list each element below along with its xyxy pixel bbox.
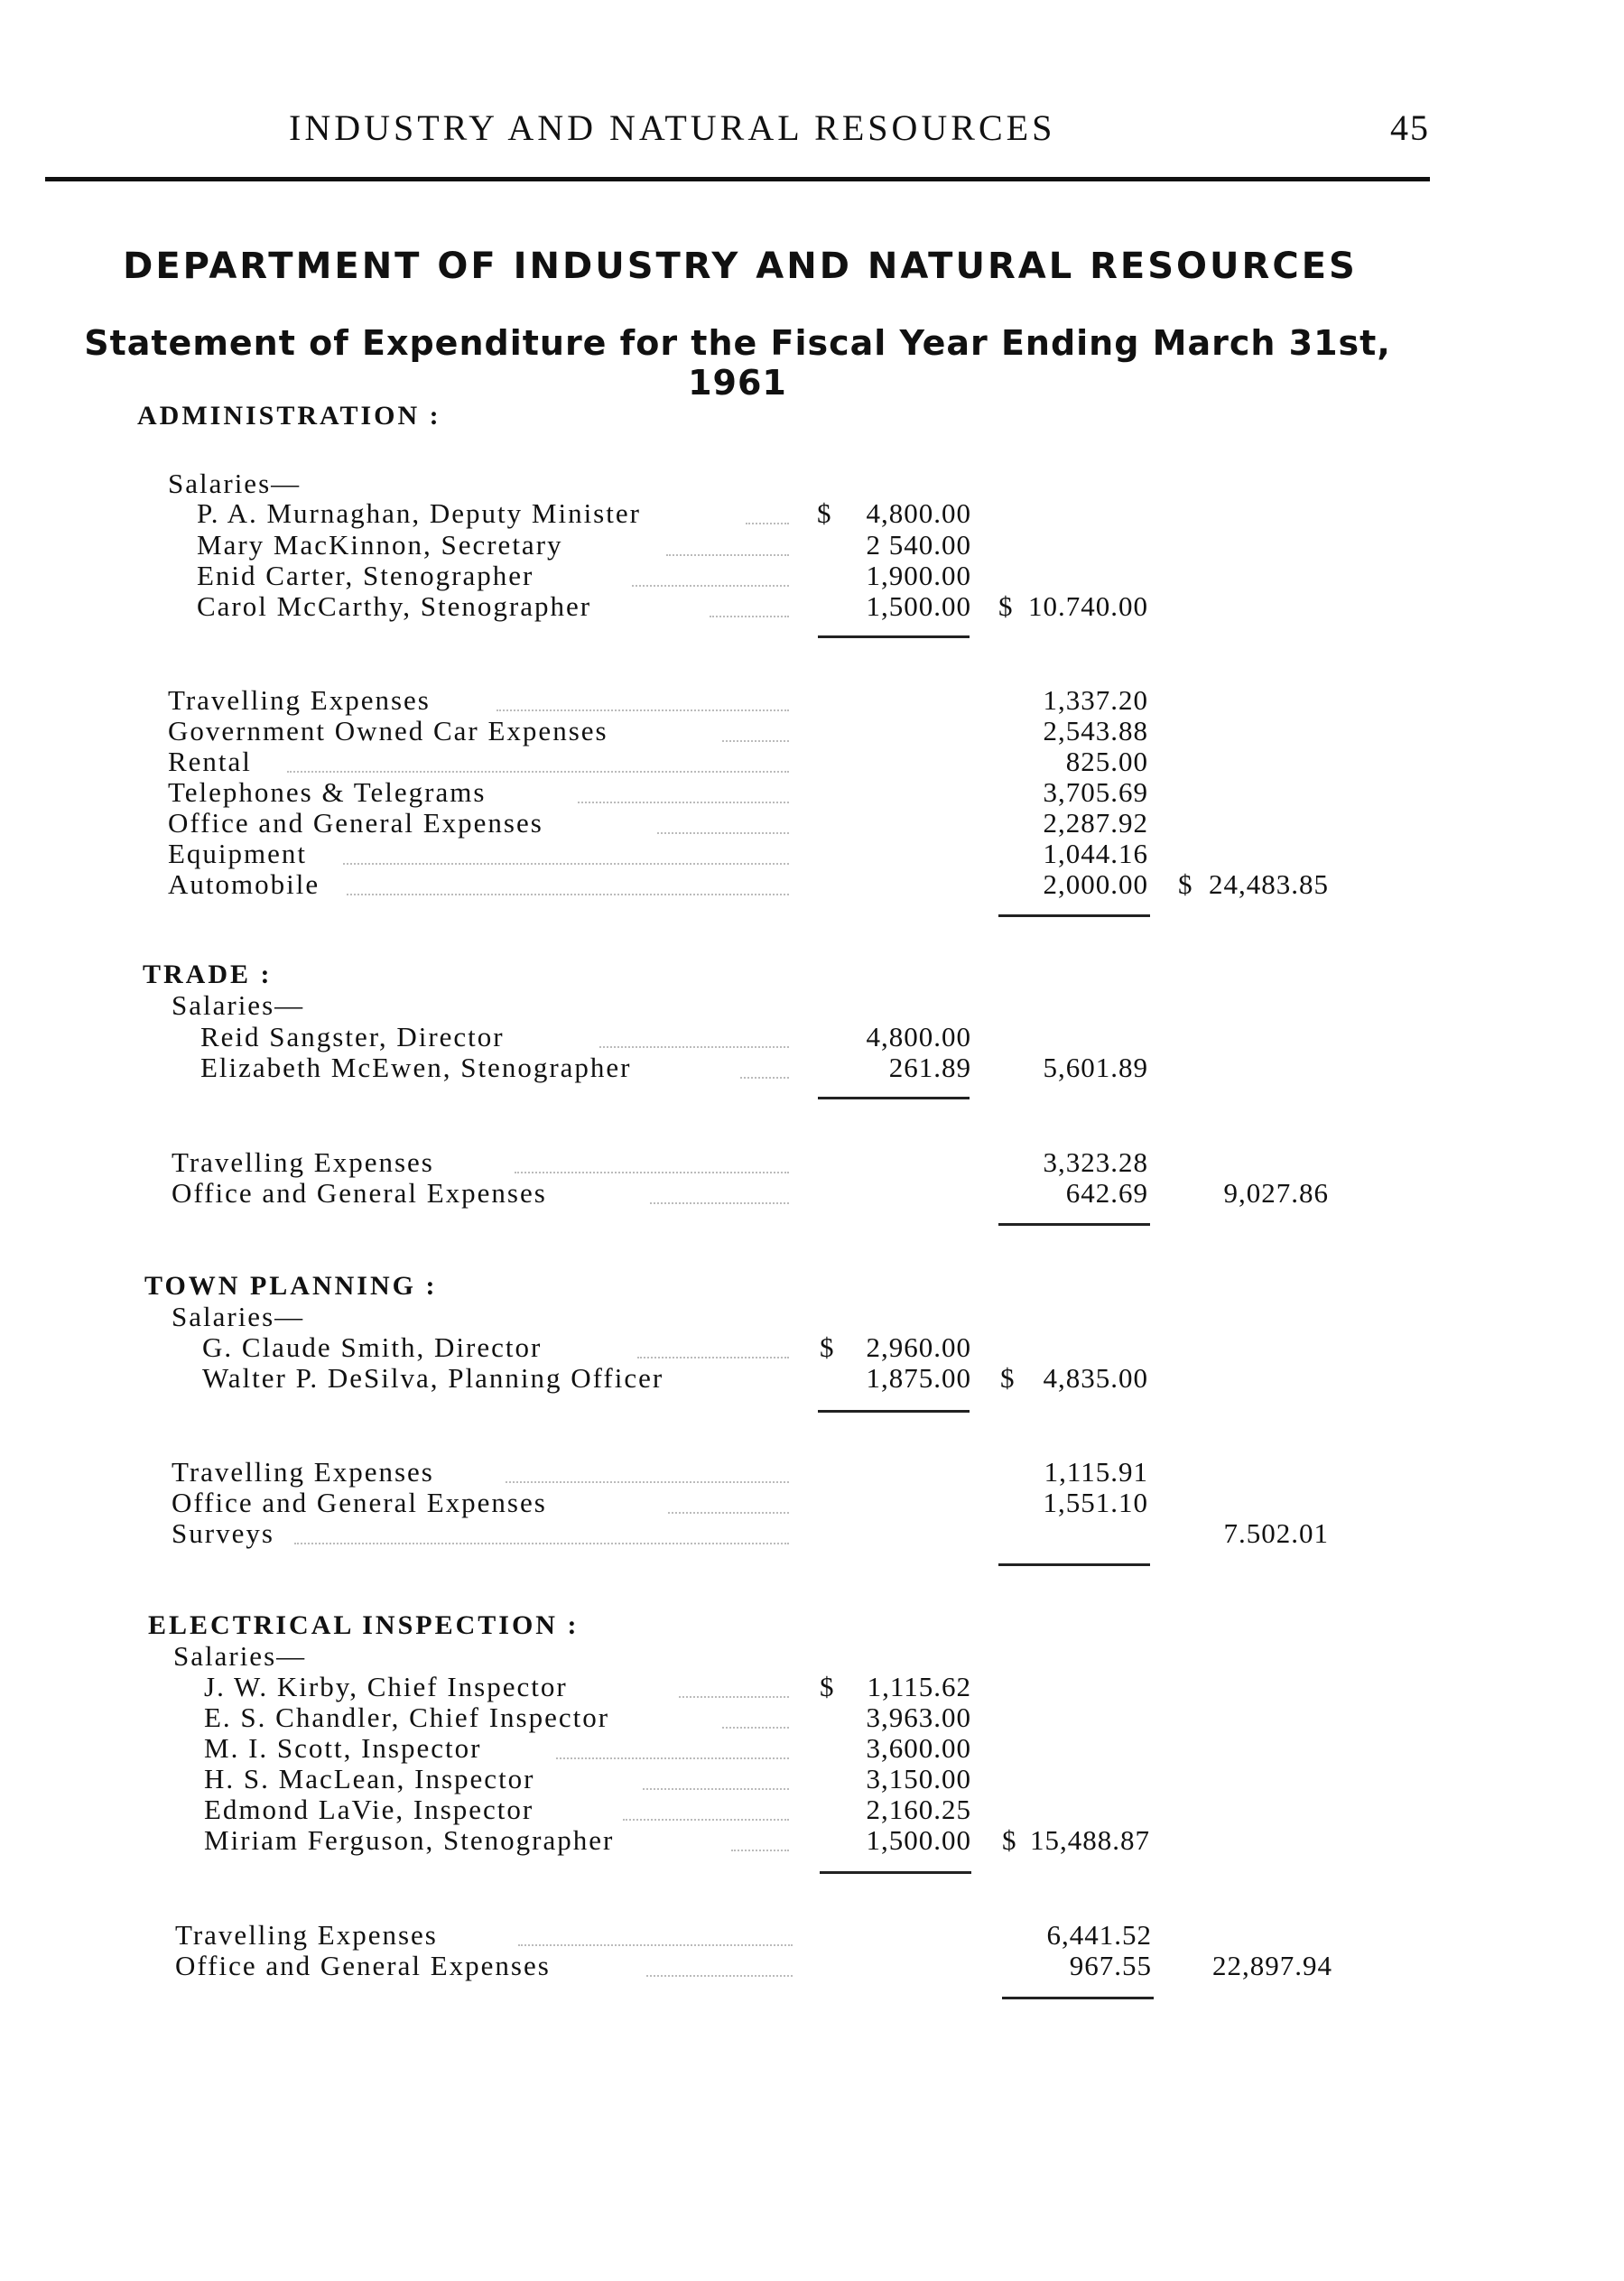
salary-amount: 2 540.00 <box>866 529 971 561</box>
line-item-label: Travelling Expenses <box>172 1146 434 1178</box>
salary-amount: 3,600.00 <box>866 1732 971 1764</box>
dot-leader <box>722 1727 789 1729</box>
dollar-sign: $ <box>998 590 1013 622</box>
line-item-label: E. S. Chandler, Chief Inspector <box>204 1701 610 1733</box>
salary-amount: 4,800.00 <box>866 1021 971 1052</box>
dot-leader <box>650 1202 789 1204</box>
subtotal-rule <box>820 1871 971 1874</box>
dot-leader <box>657 832 789 834</box>
salaries-subtotal: 15,488.87 <box>1030 1824 1150 1856</box>
dollar-sign: $ <box>1002 1824 1016 1856</box>
line-item-label: P. A. Murnaghan, Deputy Minister <box>197 497 641 529</box>
dot-leader <box>740 1077 789 1079</box>
salaries-label: Salaries— <box>173 1640 307 1672</box>
line-item-label: Carol McCarthy, Stenographer <box>197 590 592 622</box>
section-total: 7.502.01 <box>1223 1517 1329 1549</box>
dot-leader <box>556 1757 789 1759</box>
header-rule <box>45 177 1430 181</box>
salary-amount: 3,150.00 <box>866 1763 971 1794</box>
expense-amount: 3,323.28 <box>1043 1146 1148 1178</box>
dot-leader <box>666 554 789 556</box>
salary-amount: 1,900.00 <box>866 560 971 591</box>
section-total: 22,897.94 <box>1212 1950 1332 1981</box>
section-heading-trade: TRADE : <box>143 960 273 989</box>
dot-leader <box>287 771 789 773</box>
line-item-label: Government Owned Car Expenses <box>168 715 608 746</box>
dot-leader <box>643 1788 789 1790</box>
dot-leader <box>599 1046 789 1048</box>
dot-leader <box>668 1512 789 1514</box>
dot-leader <box>518 1944 793 1946</box>
running-header-title: INDUSTRY AND NATURAL RESOURCES <box>289 107 1056 148</box>
line-item-label: Walter P. DeSilva, Planning Officer <box>202 1362 664 1394</box>
line-item-label: Elizabeth McEwen, Stenographer <box>200 1052 632 1083</box>
dollar-sign: $ <box>820 1331 834 1363</box>
dot-leader <box>294 1543 789 1544</box>
salaries-subtotal: 5,601.89 <box>1043 1052 1148 1083</box>
line-item-label: J. W. Kirby, Chief Inspector <box>204 1671 568 1702</box>
line-item-label: Office and General Expenses <box>175 1950 551 1981</box>
salary-amount: 261.89 <box>888 1052 971 1083</box>
statement-title: Statement of Expenditure for the Fiscal Year Ending March 31st, 1961 <box>84 323 1391 403</box>
salary-amount: 1,500.00 <box>866 590 971 622</box>
total-rule <box>998 914 1150 917</box>
line-item-label: Office and General Expenses <box>172 1177 547 1209</box>
salaries-label: Salaries— <box>172 989 305 1021</box>
dot-leader <box>578 802 789 803</box>
line-item-label: Surveys <box>172 1517 274 1549</box>
dot-leader <box>710 616 789 617</box>
line-item-label: Equipment <box>168 838 308 869</box>
line-item-label: Rental <box>168 746 252 777</box>
total-rule <box>1002 1997 1154 1999</box>
line-item-label: H. S. MacLean, Inspector <box>204 1763 535 1794</box>
section-heading-electrical-inspection: ELECTRICAL INSPECTION : <box>148 1610 580 1640</box>
department-title: DEPARTMENT OF INDUSTRY AND NATURAL RESOURCES <box>123 246 1358 287</box>
expense-amount: 642.69 <box>1065 1177 1148 1209</box>
salaries-subtotal: 4,835.00 <box>1043 1362 1148 1394</box>
line-item-label: Edmond LaVie, Inspector <box>204 1794 534 1825</box>
subtotal-rule <box>818 635 970 638</box>
line-item-label: Mary MacKinnon, Secretary <box>197 529 563 561</box>
salary-amount: 2,960.00 <box>866 1331 971 1363</box>
total-rule <box>998 1563 1150 1566</box>
dollar-sign: $ <box>817 497 831 529</box>
expense-amount: 825.00 <box>1065 746 1148 777</box>
expense-amount: 3,705.69 <box>1043 776 1148 808</box>
dollar-sign: $ <box>1000 1362 1015 1394</box>
line-item-label: G. Claude Smith, Director <box>202 1331 543 1363</box>
expense-amount: 1,115.91 <box>1044 1456 1148 1488</box>
dot-leader <box>347 894 789 895</box>
dot-leader <box>506 1481 789 1483</box>
dot-leader <box>343 863 789 865</box>
salary-amount: 1,115.62 <box>867 1671 971 1702</box>
dot-leader <box>746 523 789 524</box>
page-number: 45 <box>1390 107 1430 148</box>
expense-amount: 2,287.92 <box>1043 807 1148 839</box>
dot-leader <box>637 1357 789 1358</box>
salaries-label: Salaries— <box>168 468 302 499</box>
salary-amount: 2,160.25 <box>866 1794 971 1825</box>
expense-amount: 2,000.00 <box>1043 868 1148 900</box>
salary-amount: 1,500.00 <box>866 1824 971 1856</box>
expense-amount: 1,551.10 <box>1043 1487 1148 1518</box>
expense-amount: 1,044.16 <box>1043 838 1148 869</box>
dot-leader <box>623 1819 789 1821</box>
expense-amount: 6,441.52 <box>1046 1919 1152 1951</box>
salaries-label: Salaries— <box>172 1301 305 1332</box>
expense-amount: 967.55 <box>1069 1950 1152 1981</box>
subtotal-rule <box>818 1410 970 1413</box>
salaries-subtotal: 10.740.00 <box>1028 590 1148 622</box>
dot-leader <box>646 1975 793 1977</box>
dollar-sign: $ <box>820 1671 834 1702</box>
expense-amount: 1,337.20 <box>1043 684 1148 716</box>
section-total: 24,483.85 <box>1209 868 1329 900</box>
line-item-label: Reid Sangster, Director <box>200 1021 505 1052</box>
dot-leader <box>632 585 789 587</box>
line-item-label: M. I. Scott, Inspector <box>204 1732 482 1764</box>
dot-leader <box>722 740 789 742</box>
total-rule <box>998 1223 1150 1226</box>
line-item-label: Office and General Expenses <box>172 1487 547 1518</box>
line-item-label: Travelling Expenses <box>168 684 431 716</box>
salary-amount: 3,963.00 <box>866 1701 971 1733</box>
section-total: 9,027.86 <box>1223 1177 1329 1209</box>
line-item-label: Miriam Ferguson, Stenographer <box>204 1824 615 1856</box>
dot-leader <box>515 1172 789 1173</box>
section-heading-administration: ADMINISTRATION : <box>137 401 441 431</box>
section-heading-town-planning: TOWN PLANNING : <box>144 1271 438 1301</box>
salary-amount: 4,800.00 <box>866 497 971 529</box>
subtotal-rule <box>818 1097 970 1099</box>
line-item-label: Office and General Expenses <box>168 807 543 839</box>
dot-leader <box>679 1696 789 1698</box>
line-item-label: Travelling Expenses <box>172 1456 434 1488</box>
dot-leader <box>496 709 789 711</box>
line-item-label: Enid Carter, Stenographer <box>197 560 534 591</box>
line-item-label: Automobile <box>168 868 320 900</box>
salary-amount: 1,875.00 <box>866 1362 971 1394</box>
line-item-label: Telephones & Telegrams <box>168 776 487 808</box>
expense-amount: 2,543.88 <box>1043 715 1148 746</box>
dot-leader <box>731 1850 789 1851</box>
line-item-label: Travelling Expenses <box>175 1919 438 1951</box>
dollar-sign: $ <box>1178 868 1192 900</box>
